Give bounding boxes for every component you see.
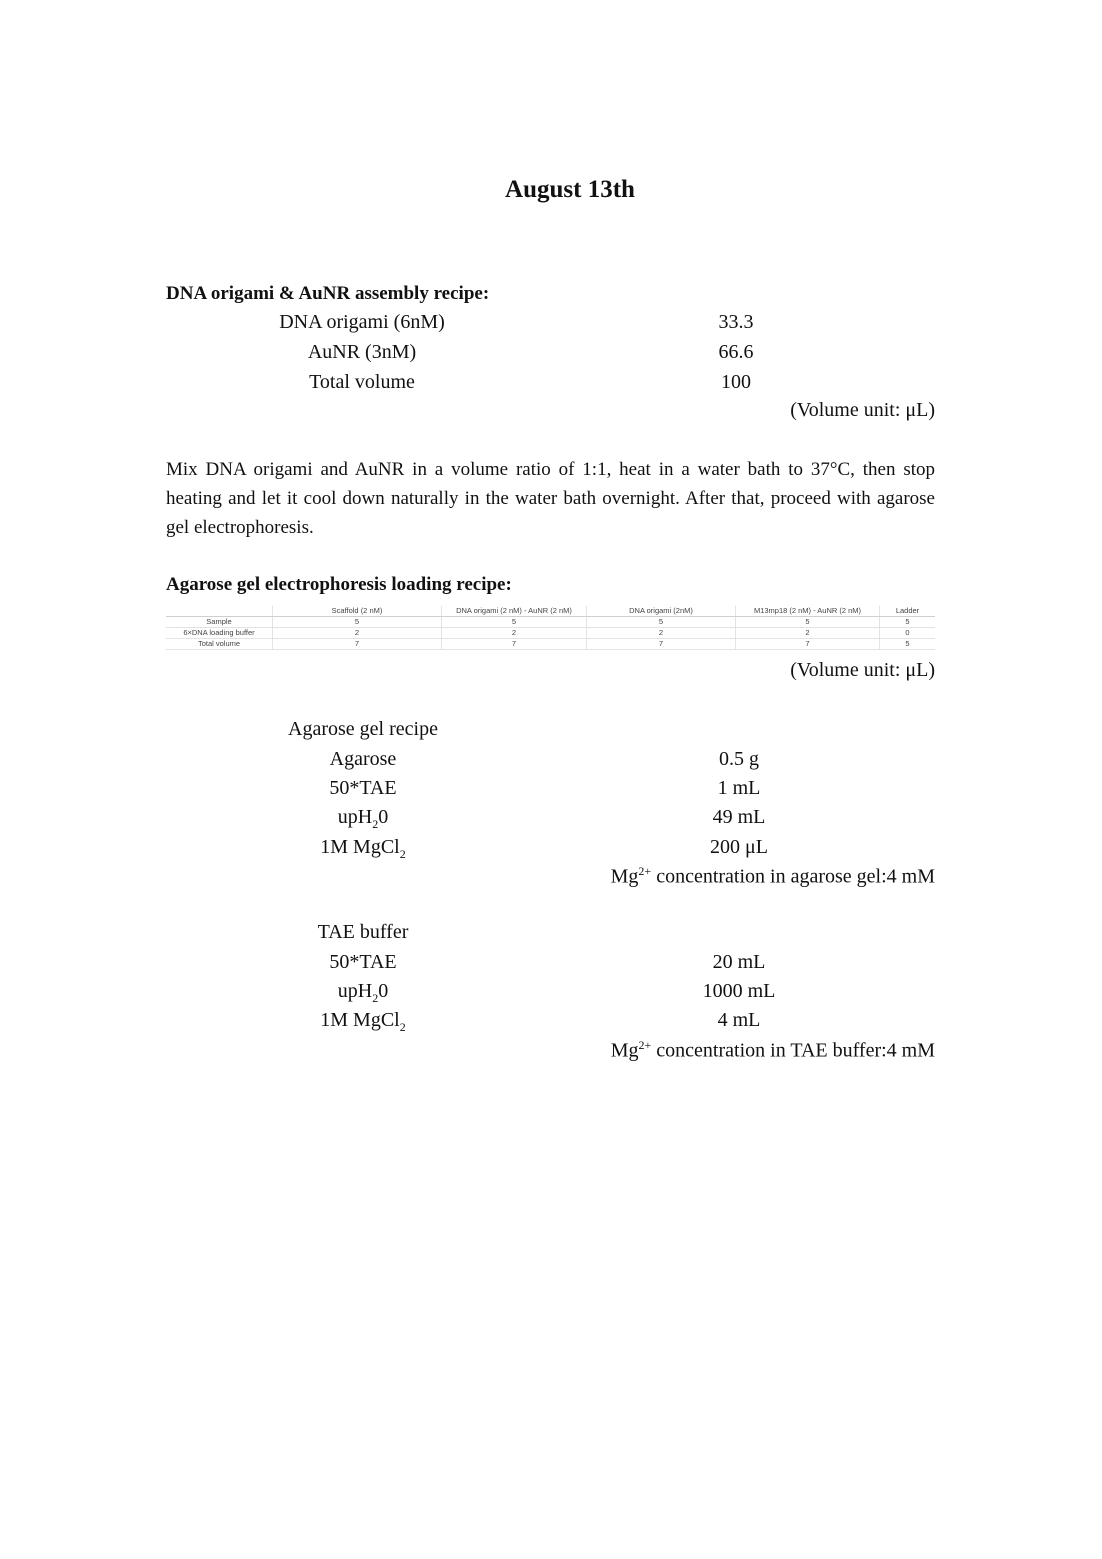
assembly-label-2: Total volume: [309, 371, 415, 393]
table-cell: 5: [273, 617, 442, 628]
tae-label-2-text: 1M MgCl: [320, 1009, 400, 1031]
assembly-value-2: 100: [721, 371, 751, 393]
agarose-label-2-sub: 2: [372, 817, 379, 831]
tae-label-1-sub: 2: [372, 991, 379, 1005]
tae-label-1: [233, 980, 493, 1006]
tae-label-1-text: upH: [337, 980, 373, 1002]
table-row: [166, 628, 935, 639]
tae-mg-note: [611, 1038, 935, 1063]
table-cell: 2: [442, 628, 587, 639]
agarose-value-1: 1 mL: [717, 777, 761, 799]
tae-heading: TAE buffer: [317, 921, 409, 943]
agarose-value-2: 49 mL: [712, 806, 766, 828]
assembly-unit-note: (Volume unit: μL): [790, 399, 935, 421]
tae-value-1: 1000 mL: [702, 980, 776, 1002]
assembly-value-0: 33.3: [718, 311, 754, 333]
agarose-label-2-tail: 0: [378, 806, 389, 828]
tae-label-2: [233, 1009, 493, 1035]
assembly-label-1: AuNR (3nM): [307, 341, 417, 363]
page-title: August 13th: [505, 176, 635, 203]
loading-col-3: DNA origami (2nM): [587, 606, 736, 617]
table-cell: 5: [736, 617, 880, 628]
agarose-label-2-text: upH: [337, 806, 373, 828]
agarose-mg-sup: 2+: [638, 864, 652, 878]
table-cell: 7: [442, 639, 587, 650]
loading-unit-note: (Volume unit: μL): [790, 659, 935, 681]
table-cell: 6×DNA loading buffer: [166, 628, 273, 639]
table-row: [166, 639, 935, 650]
table-cell: 5: [587, 617, 736, 628]
agarose-label-0: Agarose: [329, 748, 397, 770]
assembly-value-1: 66.6: [718, 341, 754, 363]
agarose-label-3-sub: 2: [399, 847, 406, 861]
agarose-value-3: 200 μL: [710, 836, 768, 858]
table-row: [166, 617, 935, 628]
tae-label-1-tail: 0: [378, 980, 389, 1002]
agarose-heading: Agarose gel recipe: [288, 718, 438, 740]
table-cell: 2: [273, 628, 442, 639]
tae-mg-prefix: Mg: [610, 1039, 639, 1062]
loading-col-0: [166, 606, 273, 617]
table-cell: 7: [736, 639, 880, 650]
loading-col-5: Ladder: [880, 606, 936, 617]
table-cell: 7: [587, 639, 736, 650]
agarose-label-2: [233, 806, 493, 832]
table-cell: 2: [736, 628, 880, 639]
table-cell: 5: [880, 639, 936, 650]
agarose-label-1: 50*TAE: [329, 777, 397, 799]
loading-table-header: [166, 606, 935, 617]
agarose-label-3: [233, 836, 493, 862]
loading-col-2: DNA origami (2 nM) - AuNR (2 nM): [442, 606, 587, 617]
tae-label-0: 50*TAE: [329, 951, 397, 973]
agarose-mg-text: concentration in agarose gel:4 mM: [651, 865, 935, 888]
procedure-paragraph: Mix DNA origami and AuNR in a volume ratio of 1:1, heat in a water bath to 37°C, then stop heating and let it cool down naturally in the water bath overnight. After that, proceed with agarose gel electrophoresis.: [166, 459, 935, 538]
table-cell: 7: [273, 639, 442, 650]
tae-mg-sup: 2+: [638, 1038, 652, 1052]
loading-table: [166, 606, 935, 650]
table-cell: Total volume: [166, 639, 273, 650]
assembly-heading: DNA origami & AuNR assembly recipe:: [166, 283, 490, 304]
table-cell: 2: [587, 628, 736, 639]
assembly-label-0: DNA origami (6nM): [279, 311, 445, 333]
agarose-mg-note: [611, 864, 935, 889]
table-cell: 5: [442, 617, 587, 628]
tae-label-2-sub: 2: [399, 1020, 406, 1034]
loading-heading: Agarose gel electrophoresis loading recipe:: [166, 574, 512, 595]
agarose-value-0: 0.5 g: [719, 748, 759, 770]
loading-col-1: Scaffold (2 nM): [273, 606, 442, 617]
tae-value-0: 20 mL: [712, 951, 766, 973]
tae-value-2: 4 mL: [717, 1009, 761, 1031]
table-cell: 5: [880, 617, 936, 628]
agarose-label-3-text: 1M MgCl: [320, 836, 400, 858]
tae-mg-text: concentration in TAE buffer:4 mM: [651, 1039, 935, 1062]
table-cell: 0: [880, 628, 936, 639]
loading-col-4: M13mp18 (2 nM) - AuNR (2 nM): [736, 606, 880, 617]
agarose-mg-prefix: Mg: [610, 865, 639, 888]
table-cell: Sample: [166, 617, 273, 628]
